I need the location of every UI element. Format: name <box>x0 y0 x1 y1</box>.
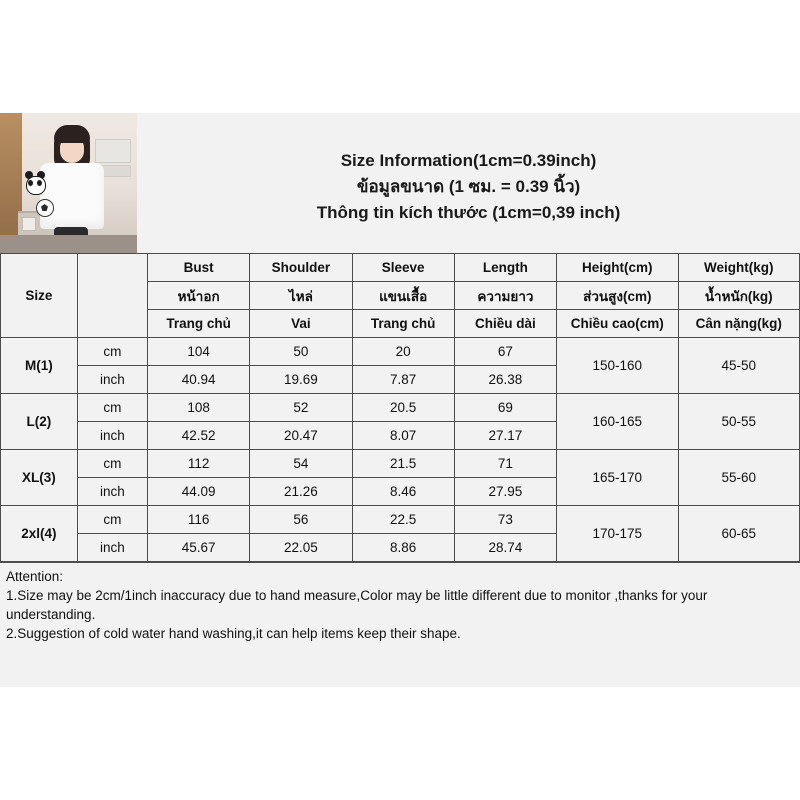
cell-height: 150-160 <box>557 338 678 394</box>
row-size-m: M(1) <box>1 338 78 394</box>
header-sleeve-vi: Trang chủ <box>352 310 454 338</box>
unit-inch: inch <box>77 478 147 506</box>
model-fringe <box>54 125 90 143</box>
cell-shoulder-cm: 50 <box>250 338 352 366</box>
header-weight-vi: Cân nặng(kg) <box>678 310 800 338</box>
cell-length-inch: 26.38 <box>454 366 556 394</box>
cell-bust-cm: 112 <box>148 450 250 478</box>
header-height-en: Height(cm) <box>557 254 678 282</box>
unit-inch: inch <box>77 422 147 450</box>
size-chart-sheet <box>0 113 800 687</box>
header-band <box>0 113 800 253</box>
header-length-en: Length <box>454 254 556 282</box>
header-length-th: ความยาว <box>454 282 556 310</box>
unit-cm: cm <box>77 506 147 534</box>
cell-bust-cm: 104 <box>148 338 250 366</box>
cell-weight: 55-60 <box>678 450 800 506</box>
cell-weight: 50-55 <box>678 394 800 450</box>
unit-inch: inch <box>77 366 147 394</box>
unit-cm: cm <box>77 394 147 422</box>
size-table <box>0 253 800 562</box>
cell-length-inch: 28.74 <box>454 534 556 562</box>
cell-length-inch: 27.17 <box>454 422 556 450</box>
attention-note <box>0 562 800 651</box>
cell-sleeve-inch: 8.46 <box>352 478 454 506</box>
header-weight-en: Weight(kg) <box>678 254 800 282</box>
unit-cm: cm <box>77 450 147 478</box>
cell-height: 170-175 <box>557 506 678 562</box>
cell-height: 165-170 <box>557 450 678 506</box>
header-length-vi: Chiều dài <box>454 310 556 338</box>
cell-shoulder-cm: 54 <box>250 450 352 478</box>
header-weight-th: น้ำหนัก(kg) <box>678 282 800 310</box>
row-size-xl: XL(3) <box>1 450 78 506</box>
cell-shoulder-inch: 22.05 <box>250 534 352 562</box>
cell-sleeve-cm: 20.5 <box>352 394 454 422</box>
cell-length-cm: 73 <box>454 506 556 534</box>
header-height-th: ส่วนสูง(cm) <box>557 282 678 310</box>
cell-weight: 60-65 <box>678 506 800 562</box>
cell-sleeve-cm: 20 <box>352 338 454 366</box>
header-bust-vi: Trang chủ <box>148 310 250 338</box>
table-row <box>1 450 800 478</box>
unit-header-cell <box>77 254 147 338</box>
header-sleeve-en: Sleeve <box>352 254 454 282</box>
size-header-cell: Size <box>1 254 78 338</box>
title-english: Size Information(1cm=0.39inch) <box>340 151 597 170</box>
cell-sleeve-inch: 7.87 <box>352 366 454 394</box>
header-row-english <box>1 254 800 282</box>
cell-shoulder-inch: 19.69 <box>250 366 352 394</box>
cell-bust-inch: 42.52 <box>148 422 250 450</box>
header-sleeve-th: แขนเสื้อ <box>352 282 454 310</box>
soccer-ball-icon <box>36 199 54 217</box>
header-bust-en: Bust <box>148 254 250 282</box>
cell-bust-inch: 40.94 <box>148 366 250 394</box>
cell-shoulder-inch: 21.26 <box>250 478 352 506</box>
title-block <box>137 113 800 253</box>
photo-floor <box>0 235 137 253</box>
header-height-vi: Chiều cao(cm) <box>557 310 678 338</box>
table-row <box>1 506 800 534</box>
cell-shoulder-cm: 56 <box>250 506 352 534</box>
cell-length-inch: 27.95 <box>454 478 556 506</box>
cell-sleeve-inch: 8.86 <box>352 534 454 562</box>
header-shoulder-vi: Vai <box>250 310 352 338</box>
table-row <box>1 338 800 366</box>
header-shoulder-th: ไหล่ <box>250 282 352 310</box>
title-vietnamese: Thông tin kích thước (1cm=0,39 inch) <box>316 203 621 222</box>
cell-shoulder-inch: 20.47 <box>250 422 352 450</box>
row-size-2xl: 2xl(4) <box>1 506 78 562</box>
attention-line-1: 1.Size may be 2cm/1inch inaccuracy due to hand measure,Color may be little different due to monitor ,thanks for your understanding. <box>6 588 708 622</box>
attention-heading: Attention: <box>6 569 64 584</box>
header-shoulder-en: Shoulder <box>250 254 352 282</box>
cell-bust-inch: 45.67 <box>148 534 250 562</box>
table-row <box>1 394 800 422</box>
cell-sleeve-cm: 22.5 <box>352 506 454 534</box>
row-size-l: L(2) <box>1 394 78 450</box>
cell-length-cm: 67 <box>454 338 556 366</box>
attention-line-2: 2.Suggestion of cold water hand washing,it can help items keep their shape. <box>6 626 461 641</box>
cell-weight: 45-50 <box>678 338 800 394</box>
cell-bust-cm: 116 <box>148 506 250 534</box>
cell-length-cm: 71 <box>454 450 556 478</box>
product-photo <box>0 113 137 253</box>
cell-sleeve-cm: 21.5 <box>352 450 454 478</box>
cell-bust-cm: 108 <box>148 394 250 422</box>
model-tshirt <box>40 163 104 229</box>
cell-shoulder-cm: 52 <box>250 394 352 422</box>
title-thai: ข้อมูลขนาด (1 ซม. = 0.39 นิ้ว) <box>356 177 581 196</box>
cell-length-cm: 69 <box>454 394 556 422</box>
header-bust-th: หน้าอก <box>148 282 250 310</box>
panda-print-icon <box>22 171 48 197</box>
cell-height: 160-165 <box>557 394 678 450</box>
unit-cm: cm <box>77 338 147 366</box>
unit-inch: inch <box>77 534 147 562</box>
cell-sleeve-inch: 8.07 <box>352 422 454 450</box>
cell-bust-inch: 44.09 <box>148 478 250 506</box>
